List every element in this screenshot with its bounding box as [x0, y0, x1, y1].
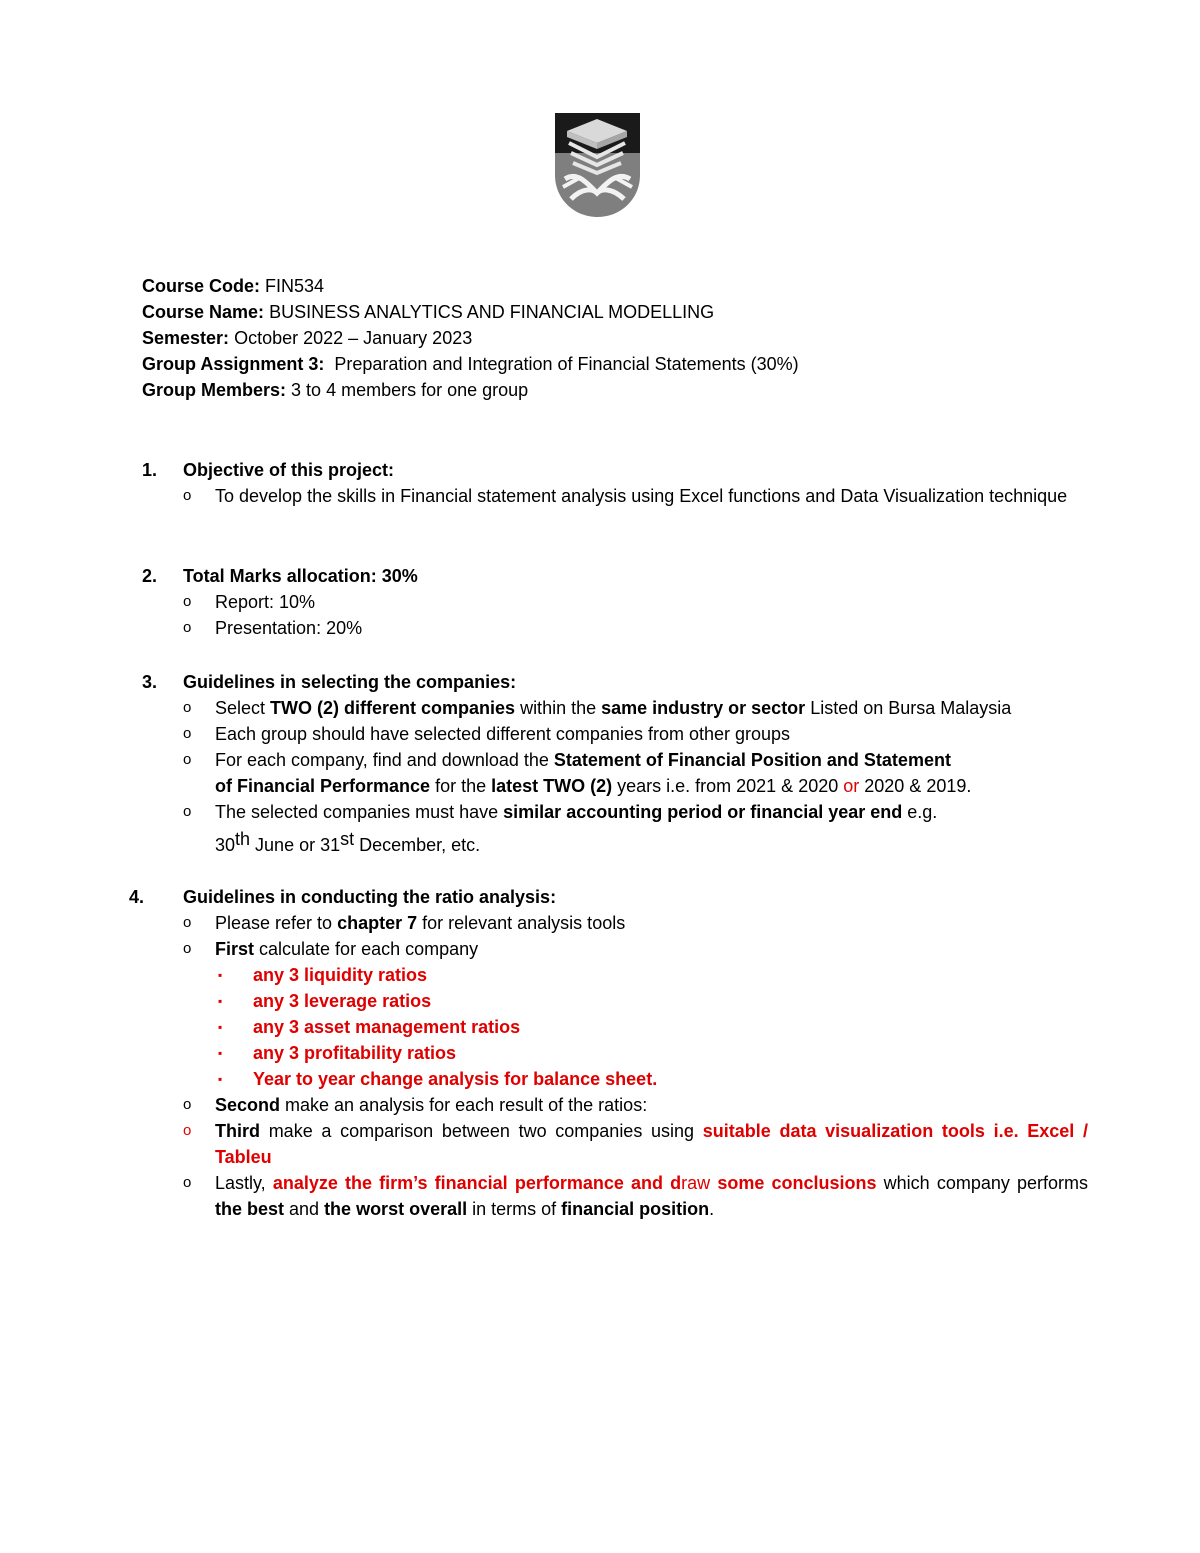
course-name: BUSINESS ANALYTICS AND FINANCIAL MODELLING [269, 302, 715, 322]
bullet-icon: o [183, 1174, 192, 1191]
section-number: 2. [142, 566, 158, 586]
square-bullet-icon: ▪ [218, 1046, 223, 1060]
bullet-icon: o [183, 914, 192, 931]
group-members: 3 to 4 members for one group [291, 380, 529, 400]
assignment-line: Group Assignment 3: Preparation and Integration of Financial Statements (30%) [142, 354, 799, 374]
section-heading: Guidelines in selecting the companies: [183, 672, 517, 692]
section-heading: Guidelines in conducting the ratio analysis: [183, 887, 557, 907]
bullet-icon: o [183, 725, 192, 742]
square-bullet-icon: ▪ [218, 994, 223, 1008]
course-code: FIN534 [265, 276, 325, 296]
square-bullet-icon: ▪ [218, 1020, 223, 1034]
bullet-icon: o [183, 1096, 192, 1113]
course-info [142, 273, 799, 403]
section-number: 3. [142, 672, 158, 692]
section-heading: Objective of this project: [183, 460, 395, 480]
bullet-icon: o [183, 619, 192, 636]
section-heading: Total Marks allocation: 30% [183, 566, 418, 586]
bullet-icon: o [183, 1122, 192, 1139]
section-number: 4. [129, 887, 145, 907]
bullet-icon: o [183, 940, 192, 957]
square-bullet-icon: ▪ [218, 1072, 223, 1086]
bullet-icon: o [183, 699, 192, 716]
bullet-icon: o [183, 803, 192, 820]
bullet-icon: o [183, 487, 192, 504]
members-line: Group Members: 3 to 4 members for one group [142, 380, 529, 400]
course-code-line: Course Code: FIN534 [142, 276, 325, 296]
semester-line: Semester: October 2022 – January 2023 [142, 328, 473, 348]
university-logo [555, 113, 640, 217]
bullet-icon: o [183, 751, 192, 768]
section-number: 1. [142, 460, 158, 480]
semester: October 2022 – January 2023 [234, 328, 473, 348]
square-bullet-icon: ▪ [218, 968, 223, 982]
bullet-icon: o [183, 593, 192, 610]
course-name-line: Course Name: BUSINESS ANALYTICS AND FINANCIAL MODELLING [142, 302, 715, 322]
assignment-title: Preparation and Integration of Financial Statements (30%) [334, 354, 799, 374]
